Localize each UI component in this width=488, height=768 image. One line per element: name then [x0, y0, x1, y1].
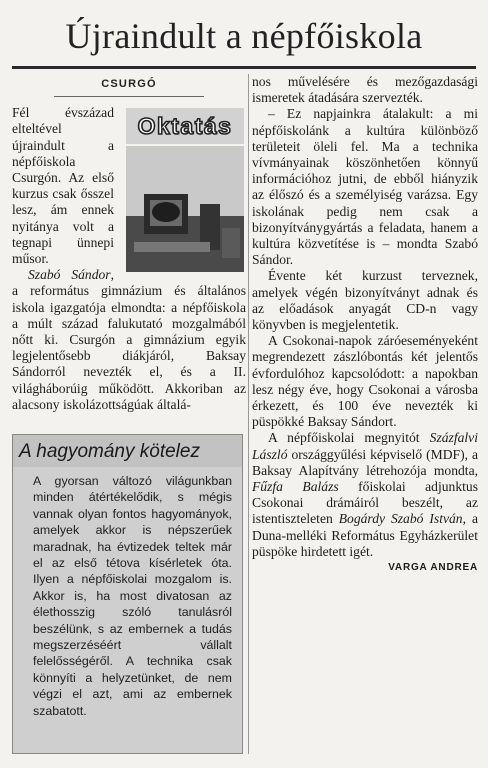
dateline: CSURGÓ [12, 76, 246, 97]
right-paragraph-1: nos művelésére és mezőgazdasági ismeretek átadására szervezték. [252, 74, 478, 106]
p5-part-a: A népfőiskolai megnyitót [268, 430, 430, 446]
left-paragraph-2 [12, 267, 246, 413]
sidebar-title: A hagyomány kötelez [13, 435, 242, 467]
computer-image-icon [126, 146, 244, 272]
p5-part-b: országgyűlési képviselő (MDF), a Baksay Alapítvány létrehozója mondta, [252, 446, 478, 478]
column-divider [248, 74, 249, 754]
sidebar-box [12, 434, 243, 754]
oktatas-banner: Oktatás [126, 108, 244, 144]
right-paragraph-4: A Csokonai-napok záróeseményeként megrendezett zászlóbontás két jelentős évfordulóhoz kapcsolódott: a napokban lesz négy éve, hogy Csokonai a városba érkezett, és 100 éve nevezték ki püspökké Baksay Sándort. [252, 333, 478, 430]
sidebar-body: A gyorsan változó világunkban minden átértékelődik, s mégis vannak olyan fontos hagyományok, amelyek akkor is népszerűek maradnak, ha évtizedek teltek már el az első tétova kísérletek óta. Ilyen a népfőiskolai mozgalom is. Akkor is, ha most divatosan az élethosszig szóló tanulásról beszélünk, s az embernek a tudás megszerzéséért vállalt felelősségéről. A technika csak könnyíti a helyzetünket, de nem végzi el azt, ami az embernek szabatott. [33, 474, 232, 718]
headline-rule [12, 66, 476, 69]
headline: Újraindult a népfőiskola [65, 16, 423, 56]
right-paragraph-2: – Ez napjainkra átalakult: a mi népfőiskolánk a kultúra különböző területeit öleli fel. Ma a technika vívmányainak köszönhetően könnyű információhoz jutni, de ebből hiányzik az élőszó és a személyiség varázsa. Egy iskolának pedig nem csak a bizonyítványgyártás a feladata, hanem a kultúra közvetítése is – mondta Szabó Sándor. [252, 106, 478, 268]
p5-part-c: főiskolai adjunktus Csokonai drámáiról beszélt, az istentiszteleten [252, 479, 478, 527]
left-paragraph-1: Fél évszázad elteltével újraindult a népfőiskola Csurgón. Az első kurzus csak ősszel lesz, ám ennek nyitánya volt a tegnapi ünnepi műsor. [12, 105, 114, 267]
name-bogardy: Bogárdy Szabó István [338, 511, 463, 527]
right-column [252, 74, 478, 576]
photo-block [120, 108, 246, 274]
name-fuzfa: Fűzfa Balázs [252, 479, 339, 495]
byline: VARGA ANDREA [388, 562, 478, 574]
right-paragraph-3: Évente két kurzust terveznek, amelyek végén bizonyítványt adnak és az előadások anyagát CD-n vagy könyvben is megjelentetik. [252, 268, 478, 333]
left-column [12, 74, 246, 413]
name-szabo-sandor: Szabó Sándor [28, 267, 111, 283]
computer-photo [126, 146, 244, 272]
p5-part-d: , a Duna-melléki Református Egyházkerület püspöke hirdetett igét. [252, 511, 478, 559]
name-szazfalvi: Százfalvi László [252, 430, 478, 462]
right-paragraph-5 [252, 430, 478, 560]
left-paragraph-2-text: , a református gimnázium és általános iskola igazgatója elmondta: a népfőiskola a múlt század falukutató mozgalmából nőtt ki. Csurgón a gimnázium egyik legjelentősebb diákjáról, Baksay Sándorról nevezték el, és a II. világháborúig működött. Akkoriban az alacsony iskolázottságúak általá- [12, 267, 246, 412]
